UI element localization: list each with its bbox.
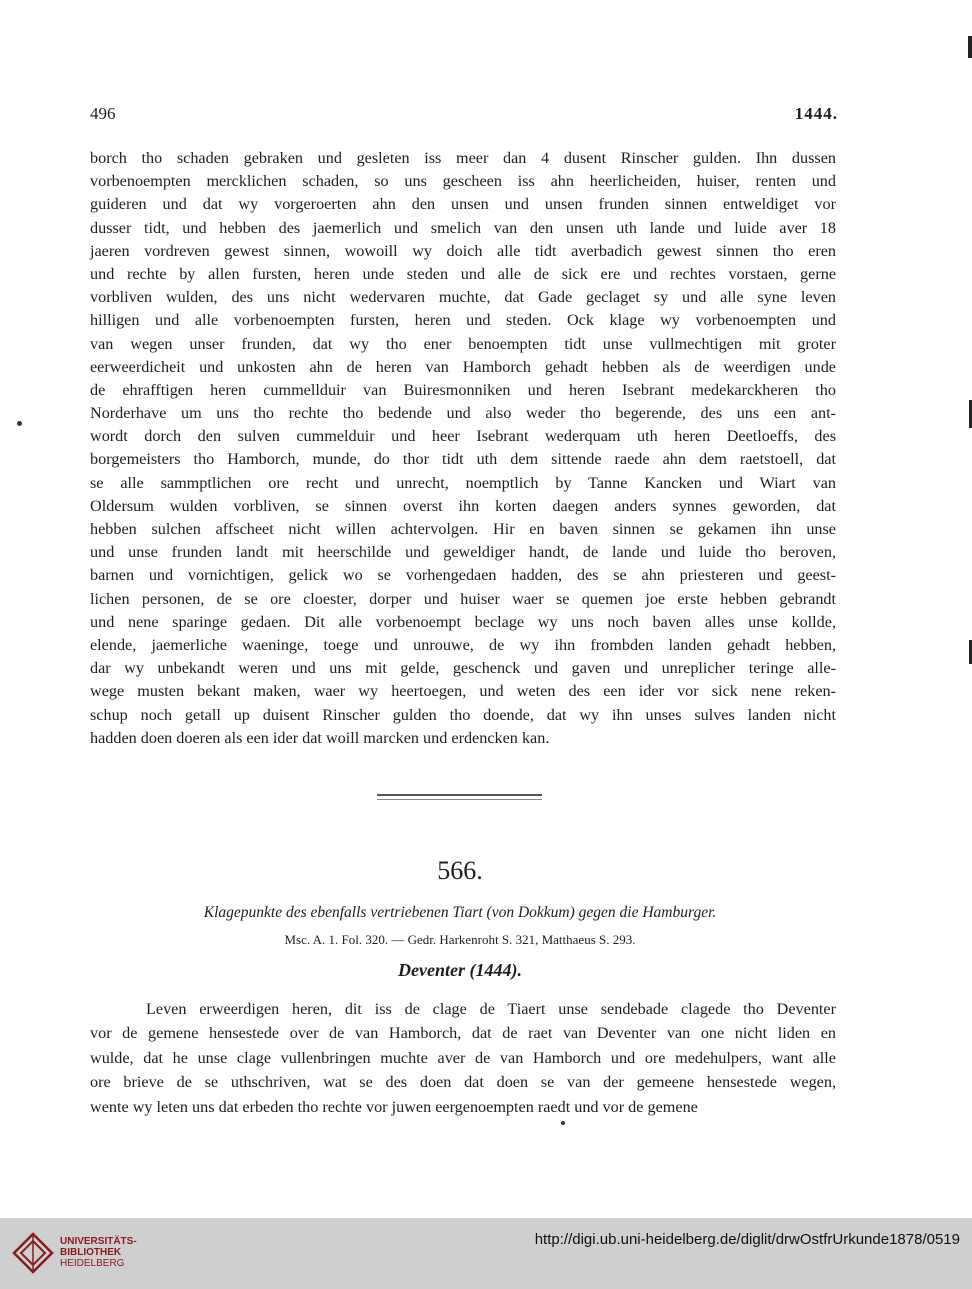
text-line: ore brieve de se uthschriven, wat se des doen dat doen se van der gemeene hensestede wegen, [90, 1073, 836, 1092]
text-line: und nene sparinge gedaen. Dit alle vorbenoempt beclage wy uns noch baven alles unse kollde, [90, 612, 836, 631]
body-text-document [90, 997, 836, 1119]
text-line: se alle sammptlichen ore recht und unrecht, noemptlich by Tanne Kancken und Wiart van [90, 473, 836, 492]
place-date-heading: Deventer (1444). [398, 960, 522, 980]
source-reference: Msc. A. 1. Fol. 320. — Gedr. Harkenroht S. 321, Matthaeus S. 293. [284, 932, 636, 947]
text-line: lichen personen, de se ore cloester, dorper und huiser waer se quemen joe erste hebben gebrandt [90, 589, 836, 608]
text-line: van wegen unser frunden, dat wy tho ener benoempten tidt unse vullmechtigen mit groter [90, 334, 836, 353]
document-regest: Klagepunkte des ebenfalls vertriebenen Tiart (von Dokkum) gegen die Hamburger. [203, 904, 717, 921]
text-line: borch tho schaden gebraken und gesleten iss meer dan 4 dusent Rinscher gulden. Ihn dussen [90, 149, 836, 167]
text-line: dusser tidt, und hebben des jaemerlich und smelich van den unsen uth lande und luide aver 18 [90, 218, 836, 237]
text-line: de ehrafftigen heren cummellduir van Buiresmonniken und heren Isebrant medekarckheren tho [90, 380, 836, 399]
text-line: wulde, dat he unse clage vullenbringen muchte aver de van Hamborch und ore medehulpers, want alle [90, 1048, 836, 1067]
source-url-link[interactable]: http://digi.ub.uni-heidelberg.de/diglit/drwOstfrUrkunde1878/0519 [534, 1231, 960, 1248]
document-number: 566. [437, 856, 483, 885]
text-line: und rechte by allen fursten, heren unde steden und alle de sick ere und rechtes vorstaen, gerne [90, 264, 836, 283]
text-line: wente wy leten uns dat erbeden tho rechte vor juwen eergenoempten raedt und vor de gemene [90, 1097, 698, 1116]
text-line: wordt dorch den sulven cummelduir und heer Isebrant wederquam uth heren Deetloeffs, des [90, 427, 836, 446]
text-line: Leven erweerdigen heren, dit iss de clage de Tiaert unse sendebade clagede tho Deventer [146, 1000, 836, 1018]
library-name: UNIVERSITÄTS- BIBLIOTHEK HEIDELBERG [60, 1236, 137, 1269]
text-line: vorbenoempten mercklichen schaden, so uns gescheen iss ahn heerlicheiden, huiser, renten und [90, 172, 836, 191]
text-line: vor de gemene hensestede over de van Hamborch, dat de raet van Deventer van one nicht liden en [90, 1024, 836, 1043]
text-line: Oldersum wulden vorbliven, se sinnen overst ihn korten daegen anders synnes geworden, dat [90, 496, 836, 515]
body-text-section-1 [90, 147, 836, 750]
text-line: und unse frunden landt mit heerschilde und geweldiger handt, de lande und luide tho beroven, [90, 543, 836, 562]
text-line: elende, jaemerliche waeninge, toege und unrouwe, de wy ihn frombden landen gehadt hebben, [90, 635, 836, 654]
edge-mark [968, 36, 972, 58]
running-header [90, 104, 838, 126]
margin-mark [17, 421, 22, 426]
text-line: vorbliven wulden, des uns nicht wedervaren muchte, dat Gade geclaget sy und alle syne leven [90, 288, 836, 307]
page-number: 496 [90, 104, 116, 123]
text-line: hilligen und alle vorbenoempten fursten, heren und steden. Ock klage wy vorbenoempten und [90, 311, 836, 330]
footer-bar [0, 1218, 972, 1289]
text-line: hadden doen doeren als een ider dat woill marcken und erdencken kan. [90, 728, 550, 747]
text-line: jaeren vordreven gewest sinnen, wowoill wy doich alle tidt averbadich gewest sinnen tho eren [90, 241, 836, 260]
section-divider [377, 794, 542, 800]
text-line: dar wy unbekandt weren und uns mit gelde, geschenck und gaven und unreplicher teringe alle- [90, 659, 836, 678]
text-line: Norderhave um uns tho rechte tho bedende und also weder tho begerende, des uns een ant- [90, 404, 836, 423]
text-line: eerweerdicheit und unkosten ahn de heren van Hamborch gehadt hebben als de weerdigen unde [90, 357, 836, 376]
margin-mark [561, 1121, 565, 1125]
text-line: schup noch getall up duisent Rinscher gulden tho doende, dat wy ihn unses sulves landen nicht [90, 705, 836, 724]
text-line: borgemeisters tho Hamborch, munde, do thor tidt uth dem sittende raede ahn dem raetstoell, dat [90, 450, 836, 469]
text-line: wege musten bekant maken, waer wy heertoegen, und weten des een ider vor sick nene reken- [90, 682, 836, 701]
text-line: hebben sulchen affscheet nicht willen achtervolgen. Hir en baven sinnen se gekamen ihn unse [90, 520, 836, 538]
text-line: barnen und vornichtigen, gelick wo se vorhengedaen hadden, des se ahn priesteren und geest- [90, 566, 836, 585]
university-library-logo-icon [12, 1232, 54, 1274]
header-year: 1444. [794, 104, 838, 123]
text-line: guideren und dat wy vorgeroerten ahn den unsen und unsen frunden sinnen entweldiget vor [90, 195, 836, 214]
